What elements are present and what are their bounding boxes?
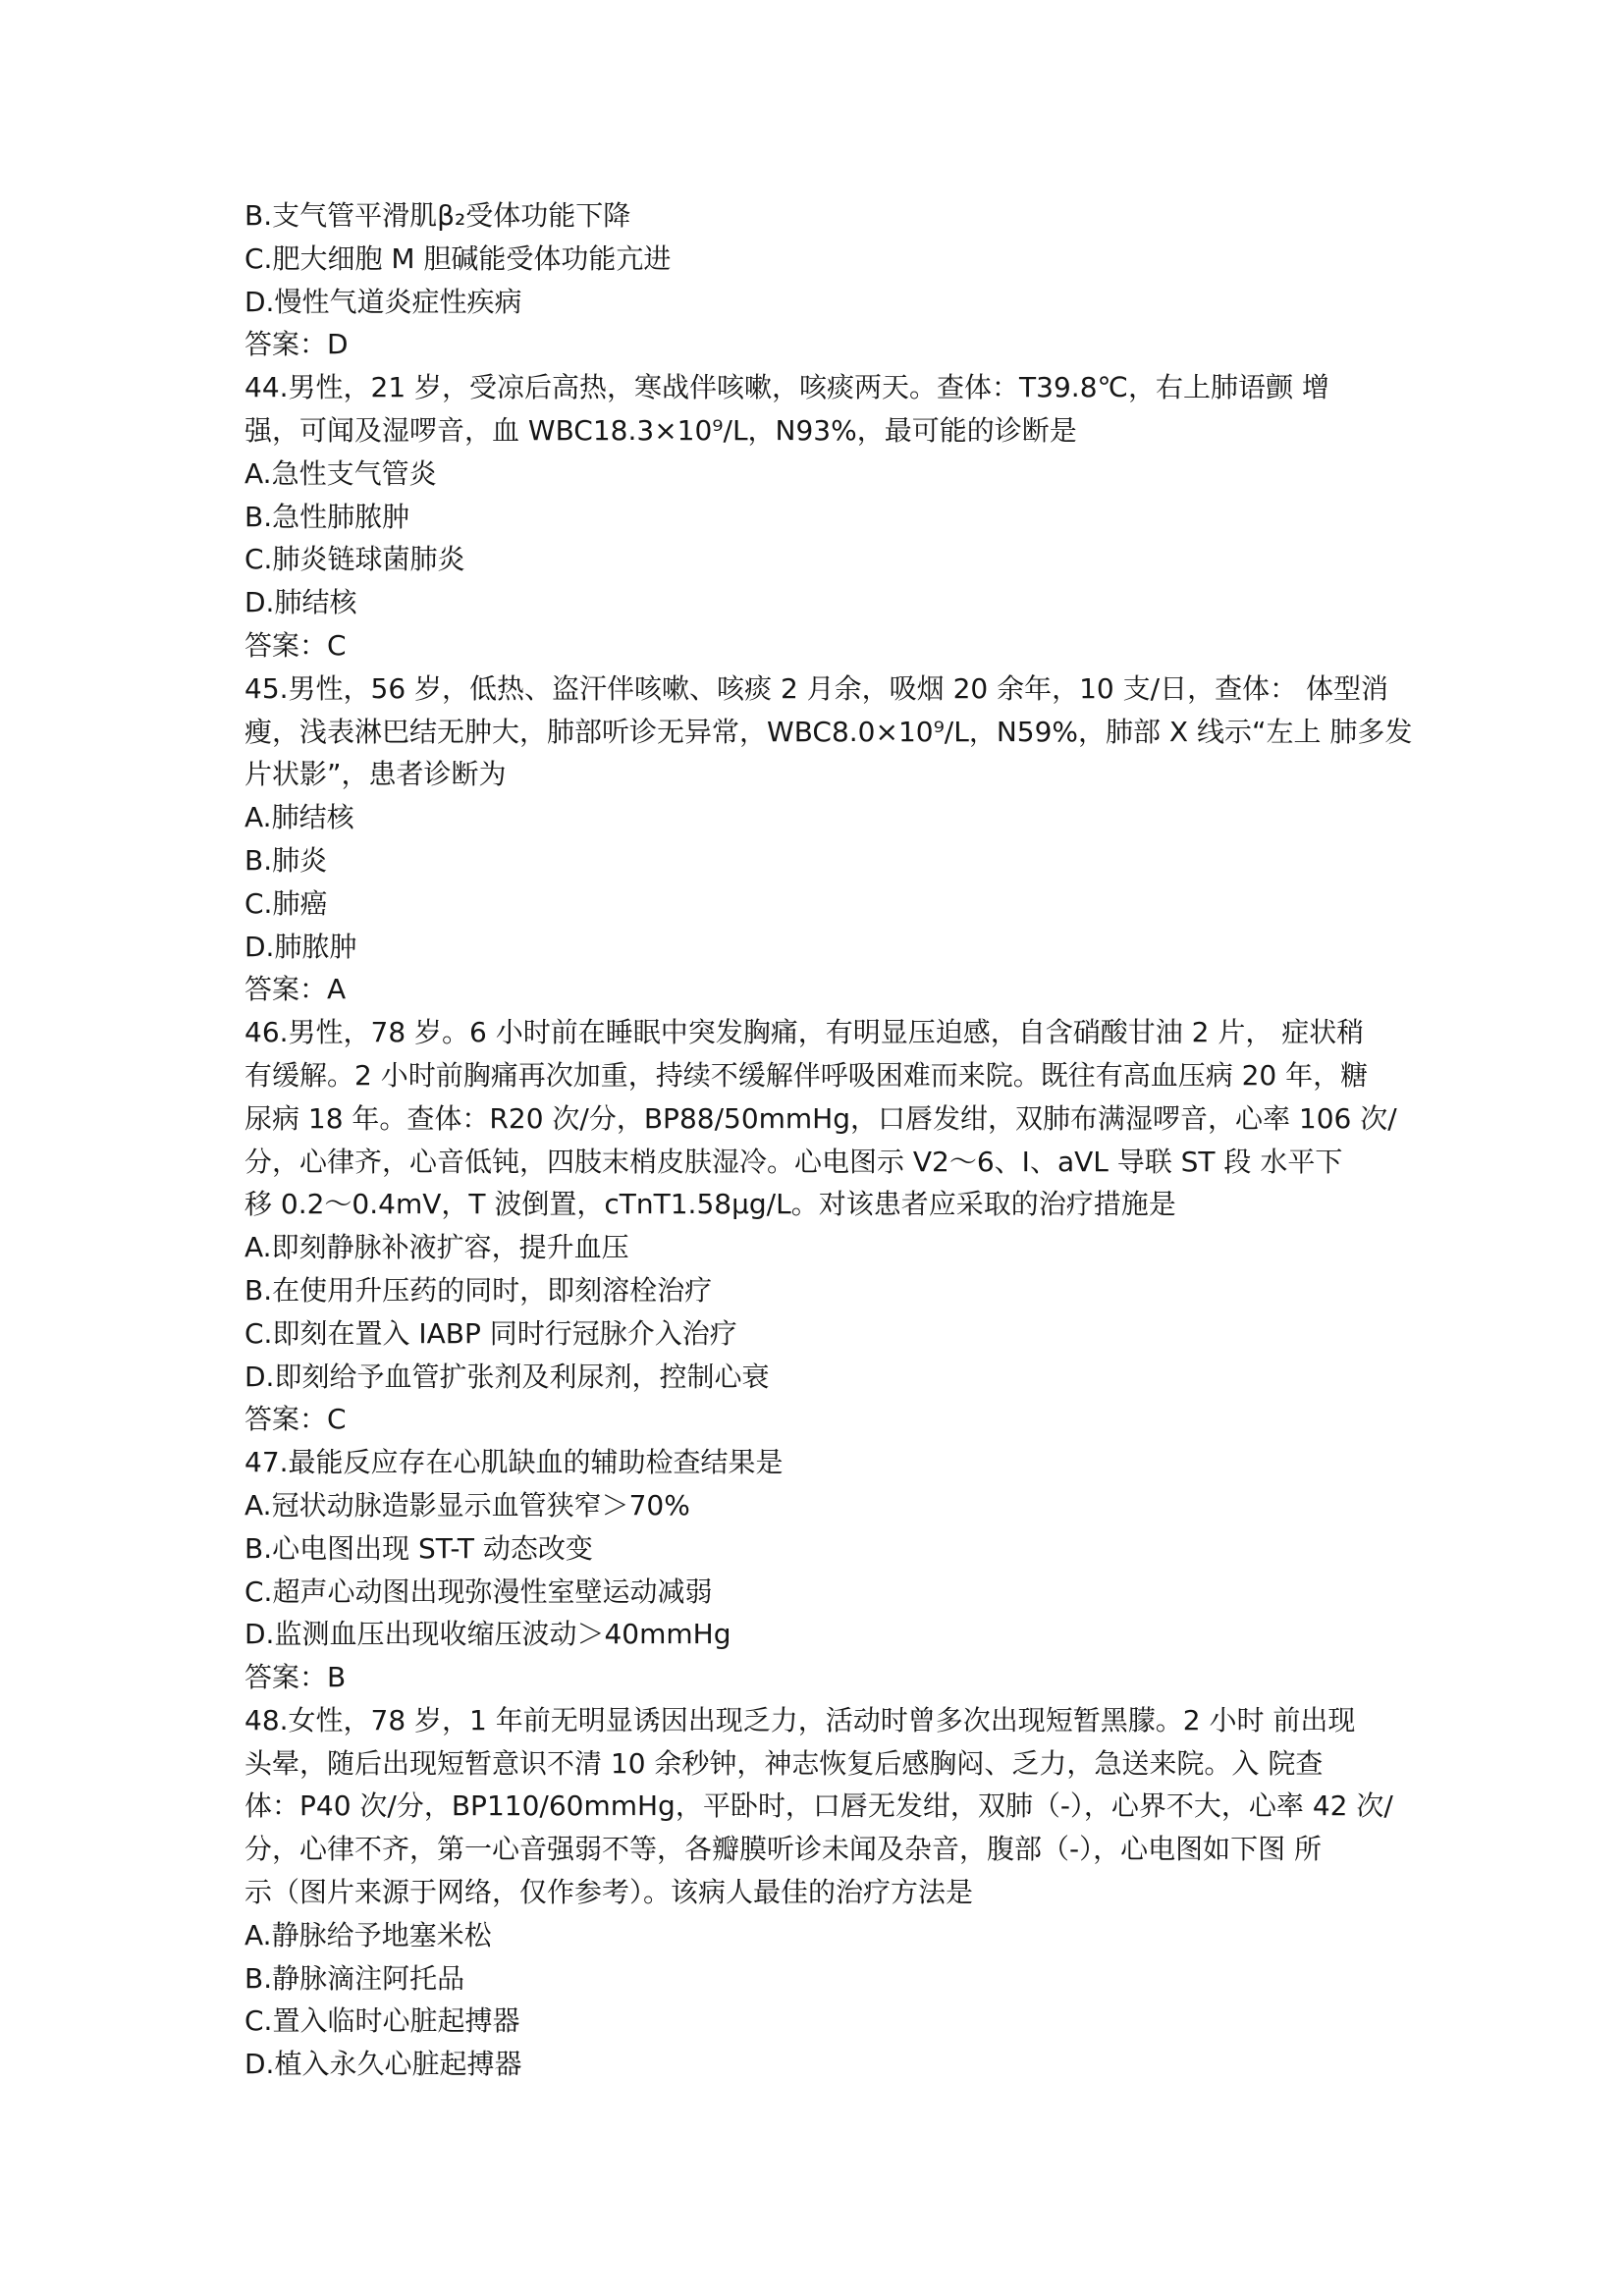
question-48 [244,1699,1403,2086]
option-d: D.慢性气道炎症性疾病 [244,285,522,318]
option-d: D.肺脓肿 [244,930,357,963]
question-stem-line: 分，心律齐，心音低钝，四肢末梢皮肤湿冷。心电图示 V2～6、Ⅰ、aVL 导联 ST 段 水平下 [244,1145,1343,1178]
option-b: B.急性肺脓肿 [244,500,410,533]
option-b: B.静脉滴注阿托品 [244,1961,465,1995]
option-c: C.超声心动图出现弥漫性室壁运动减弱 [244,1575,713,1608]
option-a: A.急性支气管炎 [244,456,437,490]
option-a: A.即刻静脉补液扩容，提升血压 [244,1231,629,1264]
option-d: D.植入永久心脏起搏器 [244,2048,522,2081]
option-c: C.肥大细胞 M 胆碱能受体功能亢进 [244,241,672,275]
question-43-tail [244,194,1403,366]
question-stem-line: 移 0.2～0.4mV，T 波倒置，cTnT1.58μg/L。对该患者应采取的治疗措施是 [244,1188,1176,1221]
question-stem-line: 示（图片来源于网络，仅作参考）。该病人最佳的治疗方法是 [244,1876,974,1909]
option-b: B.支气管平滑肌β₂受体功能下降 [244,199,631,232]
question-44 [244,366,1403,667]
option-c: C.置入临时心脏起搏器 [244,2004,520,2038]
question-46 [244,1011,1403,1441]
question-stem-line: 头晕，随后出现短暂意识不清 10 余秒钟，神志恢复后感胸闷、乏力，急送来院。入 院查 [244,1746,1324,1780]
option-c: C.肺癌 [244,886,328,920]
question-stem-line: 片状影”，患者诊断为 [244,758,507,791]
question-stem-line: 45.男性，56 岁，低热、盗汗伴咳嗽、咳痰 2 月余，吸烟 20 余年，10 支/日，查体： 体型消 [244,671,1388,705]
question-45 [244,667,1413,1011]
question-stem-line: 瘦，浅表淋巴结无肿大，肺部听诊无异常，WBC8.0×10⁹/L，N59%，肺部 X 线示“左上 肺多发 [244,715,1413,748]
answer-line: 答案：C [244,628,347,662]
question-stem-line: 46.男性，78 岁。6 小时前在睡眠中突发胸痛，有明显压迫感，自含硝酸甘油 2 片， 症状稍 [244,1016,1365,1049]
option-b: B.肺炎 [244,843,328,877]
option-c: C.即刻在置入 IABP 同时行冠脉介入治疗 [244,1316,737,1350]
option-b: B.心电图出现 ST-T 动态改变 [244,1531,593,1565]
option-c: C.肺炎链球菌肺炎 [244,543,465,576]
option-a: A.肺结核 [244,801,354,834]
question-stem-line: 44.男性，21 岁，受凉后高热，寒战伴咳嗽，咳痰两天。查体：T39.8℃，右上肺语颤 增 [244,371,1329,404]
question-47 [244,1441,1403,1699]
option-b: B.在使用升压药的同时，即刻溶栓治疗 [244,1273,713,1307]
answer-line: 答案：B [244,1661,347,1694]
option-a: A.冠状动脉造影显示血管狭窄＞70% [244,1488,690,1522]
question-stem-line: 有缓解。2 小时前胸痛再次加重，持续不缓解伴呼吸困难而来院。既往有高血压病 20 年，糖 [244,1058,1369,1092]
question-stem-line: 分，心律不齐，第一心音强弱不等，各瓣膜听诊未闻及杂音，腹部（-），心电图如下图 所 [244,1833,1323,1866]
question-stem-line: 强，可闻及湿啰音，血 WBC18.3×10⁹/L，N93%，最可能的诊断是 [244,413,1077,447]
option-d: D.监测血压出现收缩压波动＞40mmHg [244,1618,731,1651]
question-stem-line: 体：P40 次/分，BP110/60mmHg，平卧时，口唇无发绀，双肺（-），心界不大，心率 42 次/ [244,1789,1393,1823]
question-stem-line: 尿病 18 年。查体：R20 次/分，BP88/50mmHg，口唇发绀，双肺布满湿啰音，心率 106 次/ [244,1101,1397,1135]
question-stem-line: 48.女性，78 岁，1 年前无明显诱因出现乏力，活动时曾多次出现短暂黑朦。2 小时 前出现 [244,1703,1356,1736]
answer-line: 答案：A [244,973,347,1006]
document-page [244,194,1413,2086]
option-d: D.即刻给予血管扩张剂及利尿剂，控制心衰 [244,1360,770,1393]
question-stem-line: 47.最能反应存在心肌缺血的辅助检查结果是 [244,1446,784,1479]
answer-line: 答案：C [244,1403,347,1436]
option-d: D.肺结核 [244,586,357,619]
answer-line: 答案：D [244,328,349,361]
option-a: A.静脉给予地塞米松 [244,1918,492,1951]
